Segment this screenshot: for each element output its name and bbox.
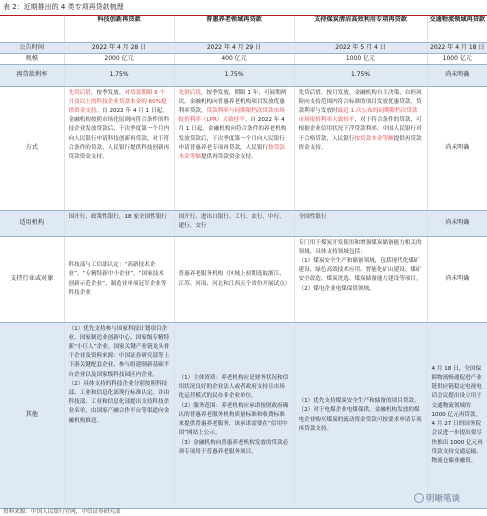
table-caption: 表 2：近期推出的 4 类专项再贷款梳理: [3, 3, 124, 11]
institutions-tech: 国开行、政策性银行，18 家全国性银行: [64, 210, 174, 236]
method-coal-red-1: 最近 1 次公布的同期限档次贷款市场报价利率大致持平: [298, 107, 418, 124]
method-coal: [294, 86, 427, 210]
date-tech: 2022 年 4 月 28 日: [64, 42, 174, 53]
method-elder-red-3: 按贷款本金等额: [178, 144, 285, 160]
others-transport: [427, 322, 487, 508]
method-elder-black-1: ，按季发放，期限 1 年，可展期两次。金融机构向普惠养老机构项目发放优惠利率贷款，: [178, 89, 287, 114]
row-label-institutions: 适用机构: [0, 210, 64, 236]
header-transport: 交通物流领域再贷款: [427, 16, 487, 42]
header-tech: 科技创新再贷款: [64, 16, 174, 42]
method-coal-black-3: 提供再贷款资金支持。: [298, 135, 422, 151]
scale-coal: 1000 亿元: [294, 53, 427, 64]
scope-coal-item-2: （2）煤电企业电煤保供领域。: [298, 285, 375, 292]
rate-elder: 1.75%: [174, 64, 294, 86]
method-elder-black-3: 提供再贷款资金支持。: [200, 153, 257, 160]
method-tech-black-1: ，按季发放。: [90, 89, 125, 96]
rate-tech: 1.75%: [64, 64, 174, 86]
source-note: 资料来源：中国人民银行官网，中信证券研究部: [3, 509, 121, 515]
method-tech-black-2: 。自 2022 年 4 月 1 日起，金融机构按照市场化原则向符合条件的科技企业发放贷款后，于次季度第一个月内向人民银行申请科技创新再贷款，对于符合条件的贷款，人民银行提供科技创新再贷款资金支持。: [68, 107, 170, 160]
row-label-rate: 再贷款利率: [0, 64, 64, 86]
relending-table: [0, 16, 487, 509]
method-elder-red-1: 先借后贷: [178, 89, 201, 96]
date-coal: 2022 年 5 月 4 日: [294, 42, 427, 53]
row-label-scale: 规模: [0, 53, 64, 64]
others-transport-item-2: 4 月 27 日的国务院会议进一步提出要尽快推出 1000 亿元再贷款支持交通运输、物流仓储业融资。: [431, 421, 483, 464]
date-transport: 2022 年 4 月 18 日: [427, 42, 487, 53]
scope-elder: 普惠养老服务机构（区域上初期选取浙江、江苏、河南、河北和江西五个省份开展试点）: [174, 236, 294, 322]
watermark-logo-icon: [414, 493, 424, 503]
institutions-transport: 尚未明确: [427, 210, 487, 236]
others-elder: [174, 322, 294, 508]
scope-transport: 尚未明确: [427, 236, 487, 322]
method-elder-red-2: 贷款利率与同期限档次贷款市场报价利率（LPR）大致持平: [178, 107, 285, 124]
scope-coal-intro: 专门用于煤炭开发使用和增强煤炭储备能力相关的领域，具体支持领域包括：: [298, 239, 422, 255]
others-tech: [64, 322, 174, 508]
others-coal: [294, 322, 427, 508]
others-transport-item-1: 4 月 18 日，全国保障物流畅通促进产业链供应链稳定电视电话会议提出设立用于交通物流领域的 1000 亿元再贷款。: [431, 365, 482, 418]
row-label-others: 其他: [0, 322, 64, 508]
watermark: [414, 492, 460, 504]
scope-tech: 科技部与工信部认定：“高新技术企业”、“专精特新中小企业”、“国家技术创新示范企业”、制造业单项冠军企业等科技企业: [64, 236, 174, 322]
others-elder-item-3: （3）金融机构向普惠养老机构发放的贷款必须专项用于普惠养老服务项目。: [178, 439, 289, 455]
scale-elder: 400 亿元: [174, 53, 294, 64]
watermark-text: 明晰笔谈: [426, 494, 461, 504]
method-elder-black-2: 。自 2022 年 4 月 1 日起，金融机构向符合条件的养老机构发放贷款后，于次季度第一个月向人民银行申请普惠养老专项再贷款，人民银行: [178, 117, 287, 151]
institutions-coal: 全国性银行: [294, 210, 427, 236]
institutions-elder: 国开行、进出口银行、工行、农行、中行、建行、交行: [174, 210, 294, 236]
header-coal: 支持煤炭清洁高效利用专项再贷款: [294, 16, 427, 42]
method-transport: 尚未明确: [427, 86, 487, 210]
method-tech-red-2: 对贷款期限 6 个月及以上的科技企业贷款本金的 60%提供资金支持: [68, 89, 167, 114]
method-tech: [64, 86, 174, 210]
scale-tech: 2000 亿元: [64, 53, 174, 64]
rate-coal: 1.75%: [294, 64, 427, 86]
others-elder-item-2: （2）服务范围：养老机构应承诺按照政府确认的普惠养老服务机构质量标准和收费标准来提供普惠养老服务，该承诺需要在“信用中国”网站上公示。: [178, 402, 289, 437]
others-tech-item-2: （2）具体支持的科技企业分别按照科技部、工业和信息化部现行标准认定，并由科技部、工业和信息化部提出支持科技企业名单，由国家产融合作平台等渠道向金融机构推送。: [68, 380, 170, 424]
method-coal-red-2: 按贷款本金等额: [354, 135, 394, 142]
others-tech-item-1: （1）优先支持参与国家科技计划项目企业、国家制造业创新中心、国家级专精特新“小巨人”企业、国家关键产业链龙头骨干企业及资料来源：中国证券研究部等上下游关键配套企业、参与组建制新基础平台企业以及国家级科技园区内企业。: [68, 325, 170, 378]
rate-transport: 尚未明确: [427, 64, 487, 86]
others-coal-item-1: （1）优先支持煤炭安全生产和储备的项目贷款。: [298, 398, 420, 405]
scale-transport: 1000 亿元: [427, 53, 487, 64]
others-elder-item-1: （1）主体资质：养老机构应是财务状况和信用状况良好的企业法人或者政府支持且市场化运营模式的民办非企业单位。: [178, 375, 289, 400]
method-coal-black-2: ，对于符合条件的贷款，可根据企业信用状况下浮贷款利率。中国人民银行对于合格贷款，人民银行: [298, 117, 422, 142]
method-coal-black-1: 先贷后借，按月发放。金融机构自主决策、自担风险向支持范围内符合标准的项目发放优惠贷款，贷款利率与发放时: [298, 89, 422, 114]
row-label-method: 方式: [0, 86, 64, 210]
row-label-date: 公告时间: [0, 42, 64, 53]
date-elder: 2022 年 4 月 29 日: [174, 42, 294, 53]
method-tech-red-1: 先贷后借: [68, 89, 91, 96]
method-elder: [174, 86, 294, 210]
scope-coal: [294, 236, 427, 322]
header-blank: [0, 16, 64, 42]
header-elder: 普惠养老领域再贷款: [174, 16, 294, 42]
others-coal-item-2: （2）对于电煤企业电煤保供，金融机构发放的煤电企业购买煤炭的流动资金贷款可按要求申请专项再贷款支持。: [298, 407, 422, 432]
scope-coal-item-1: （1）煤炭安全生产和储备领域，包括现代化煤矿建设、绿色高效技术应用、智能化矿山建设、煤矿安全改造、煤炭洗选、煤炭储备能力建设等项目。: [298, 257, 422, 283]
row-label-scope: 支持行业或对象: [0, 236, 64, 322]
